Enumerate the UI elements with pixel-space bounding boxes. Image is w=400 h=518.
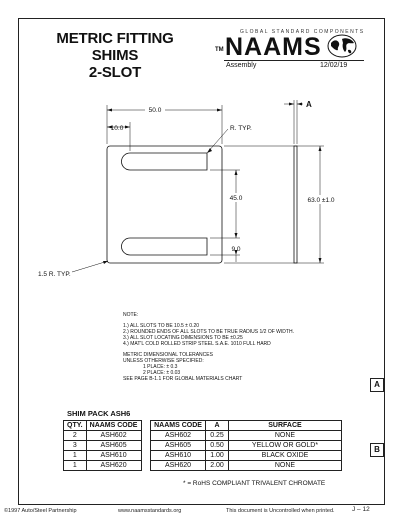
table-row — [64, 461, 142, 471]
height-dimension: 63.0 ±1.0 — [307, 197, 335, 204]
note-item: 1.) ALL SLOTS TO BE 10.5 ± 0.20 — [123, 323, 200, 329]
revision-date: 12/02/19 — [320, 62, 348, 69]
page-number: J – 12 — [352, 506, 370, 513]
surface-cell: NONE — [229, 461, 342, 471]
table-row — [64, 431, 142, 441]
corner-radius-label: 1.5 R. TYP. — [38, 271, 71, 278]
shim-pack-title: SHIM PACK ASH6 — [67, 409, 131, 418]
surface-header: SURFACE — [229, 421, 342, 431]
title-line-1: METRIC FITTING SHIMS — [56, 30, 174, 64]
drawing-notes — [123, 312, 294, 382]
table-row — [151, 441, 342, 451]
materials-reference: SEE PAGE B-1.1 FOR GLOBAL MATERIALS CHART — [123, 376, 243, 382]
slot-length-dimension: 45.0 — [229, 195, 243, 202]
surface-cell: YELLOW OR GOLD* — [229, 441, 342, 451]
thickness-cell: 1.00 — [206, 451, 229, 461]
table-row — [64, 441, 142, 451]
note-item: 4.) MAT'L COLD ROLLED STRIP STEEL S.A.E. 1010 FULL HARD — [123, 341, 271, 347]
footer-website[interactable]: www.naamsstandards.org — [118, 508, 182, 514]
rohs-note: * = RoHS COMPLIANT TRIVALENT CHROMATE — [183, 480, 326, 487]
table-row — [151, 461, 342, 471]
qty-cell: 2 — [64, 431, 87, 441]
top-slot — [122, 153, 208, 170]
naams-logo: NAAMS — [225, 33, 322, 61]
code-cell: ASH610 — [86, 451, 141, 461]
thickness-label: A — [306, 100, 312, 109]
naams-code-table — [150, 420, 342, 471]
tolerance-two-place: 2 PLACE: ± 0.03 — [143, 370, 181, 376]
tolerance-one-place: 1 PLACE: ± 0.3 — [143, 364, 178, 370]
table-row — [151, 431, 342, 441]
code-cell: ASH620 — [86, 461, 141, 471]
thickness-cell: 2.00 — [206, 461, 229, 471]
note-item: 3.) ALL SLOT LOCATING DIMENSIONS TO BE ±0.25 — [123, 335, 243, 341]
dimension-arrows — [103, 103, 322, 265]
table-row — [151, 451, 342, 461]
qty-cell: 3 — [64, 441, 87, 451]
qty-cell: 1 — [64, 461, 87, 471]
bottom-slot — [122, 238, 208, 255]
note-item: 2.) ROUNDED ENDS OF ALL SLOTS TO BE TRUE RADIUS 1/2 OF WIDTH. — [123, 329, 294, 335]
shim-side-view — [294, 146, 297, 263]
qty-cell: 1 — [64, 451, 87, 461]
code-cell: ASH602 — [86, 431, 141, 441]
section-marker-b: B — [370, 443, 384, 457]
thickness-header: A — [206, 421, 229, 431]
naams-code-header: NAAMS CODE — [151, 421, 206, 431]
thickness-cell: 0.50 — [206, 441, 229, 451]
tolerance-heading: METRIC DIMENSIONAL TOLERANCES — [123, 352, 213, 358]
qty-header: QTY. — [64, 421, 87, 431]
category-label: Assembly — [226, 62, 257, 69]
slot-end-dimension: 10.0 — [110, 125, 124, 132]
brand-tagline: GLOBAL STANDARD COMPONENTS — [240, 29, 365, 35]
shim-pack-table — [63, 420, 142, 471]
surface-cell: NONE — [229, 431, 342, 441]
footer-copyright: ©1997 Auto/Steel Partnership — [4, 508, 77, 514]
thickness-cell: 0.25 — [206, 431, 229, 441]
surface-cell: BLACK OXIDE — [229, 451, 342, 461]
footer-disclaimer: This document is Uncontrolled when printed. — [226, 508, 335, 514]
pack-code-header: NAAMS CODE — [86, 421, 141, 431]
radius-typical-label: R. TYP. — [230, 125, 252, 132]
table-row — [64, 451, 142, 461]
section-marker-a: A — [370, 378, 384, 392]
slot-width-dimension: 9.0 — [231, 246, 241, 253]
code-cell: ASH602 — [151, 431, 206, 441]
shim-outline — [107, 146, 222, 263]
trademark-mark: TM — [215, 47, 224, 53]
code-cell: ASH620 — [151, 461, 206, 471]
code-cell: ASH605 — [151, 441, 206, 451]
width-dimension: 50.0 — [148, 107, 162, 114]
notes-heading: NOTE: — [123, 312, 139, 318]
tolerance-subheading: UNLESS OTHERWISE SPECIFIED: — [123, 358, 204, 364]
code-cell: ASH605 — [86, 441, 141, 451]
code-cell: ASH610 — [151, 451, 206, 461]
title-line-2: 2-SLOT — [88, 64, 142, 81]
